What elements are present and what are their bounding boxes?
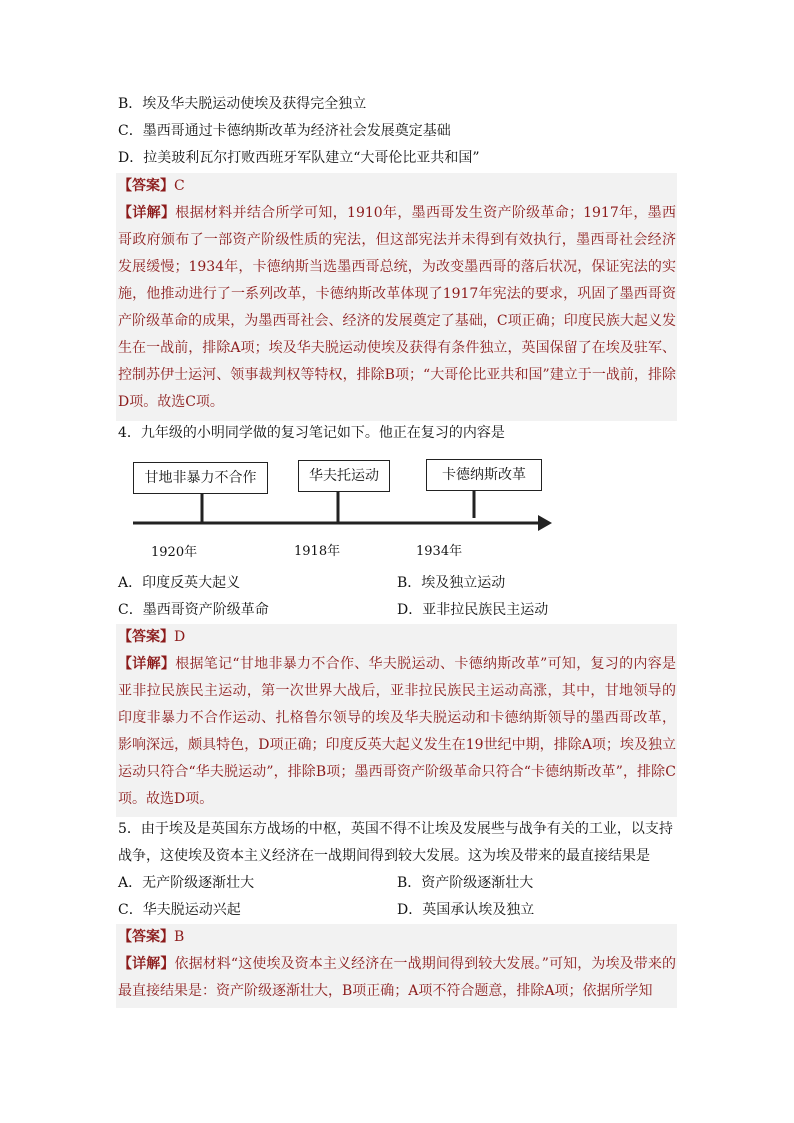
q4-answer	[118, 624, 185, 651]
answer-value: C	[174, 178, 185, 194]
q3-option-b: B．埃及华夫脱运动使埃及获得完全独立	[118, 96, 367, 112]
timeline-year-2: 1918年	[294, 544, 341, 559]
q5-detail	[118, 951, 676, 1005]
timeline-year-3: 1934年	[416, 544, 463, 559]
q3-option-c: C．墨西哥通过卡德纳斯改革为经济社会发展奠定基础	[118, 123, 451, 139]
answer-value: B	[174, 929, 185, 945]
q4-stem: 4．九年级的小明同学做的复习笔记如下。他正在复习的内容是	[118, 425, 505, 441]
q5-answer	[118, 924, 184, 951]
detail-label: 【详解】	[118, 656, 176, 672]
detail-text: 依据材料“这使埃及资本主义经济在一战期间得到较大发展。”可知，为埃及带来的最直接结果是：资产阶级逐渐壮大，B项正确；A项不符合题意，排除A项；依据所学知	[118, 956, 676, 999]
q4-option-b: B．埃及独立运动	[397, 575, 506, 591]
answer-label: 【答案】	[118, 629, 174, 645]
q5-option-a: A．无产阶级逐渐壮大	[118, 875, 255, 891]
q3-option-d: D．拉美玻利瓦尔打败西班牙军队建立“大哥伦比亚共和国”	[118, 150, 480, 166]
q5-option-b: B．资产阶级逐渐壮大	[397, 875, 534, 891]
q4-option-a: A．印度反英大起义	[118, 575, 241, 591]
answer-label: 【答案】	[118, 929, 174, 945]
answer-value: D	[174, 629, 186, 645]
q4-option-d: D．亚非拉民族民主运动	[397, 602, 549, 618]
q5-stem-line1: 5．由于埃及是英国东方战场的中枢，英国不得不让埃及发展些与战争有关的工业，以支持	[118, 821, 673, 837]
q5-stem-line2: 战争，这使埃及资本主义经济在一战期间得到较大发展。这为埃及带来的最直接结果是	[118, 848, 650, 864]
detail-label: 【详解】	[118, 205, 176, 221]
detail-label: 【详解】	[118, 956, 175, 972]
timeline-axis	[0, 0, 794, 560]
q4-detail	[118, 651, 676, 813]
q5-option-c: C．华夫脱运动兴起	[118, 902, 241, 918]
timeline-event-gandhi: 甘地非暴力不合作	[133, 462, 268, 494]
q4-option-c: C．墨西哥资产阶级革命	[118, 602, 269, 618]
timeline-year-1: 1920年	[151, 545, 198, 560]
timeline-event-cardenas: 卡德纳斯改革	[426, 459, 542, 491]
answer-label: 【答案】	[118, 178, 174, 194]
detail-text: 根据材料并结合所学可知，1910年，墨西哥发生资产阶级革命；1917年，墨西哥政府颁布了一部资产阶级性质的宪法，但这部宪法并未得到有效执行，墨西哥社会经济发展缓慢；1934年，卡德纳斯当选墨西哥总统，为改变墨西哥的落后状况，保证宪法的实施，他推动进行了一系列改革，卡德纳斯改革体现了1917年宪法的要求，巩固了墨西哥资产阶级革命的成果，为墨西哥社会、经济的发展奠定了基础，C项正确；印度民族大起义发生在一战前，排除A项；埃及华夫脱运动使埃及获得有条件独立，英国保留了在埃及驻军、控制苏伊士运河、领事裁判权等特权，排除B项；“大哥伦比亚共和国”建立于一战前，排除D项。故选C项。	[118, 205, 676, 410]
detail-text: 根据笔记“甘地非暴力不合作、华夫脱运动、卡德纳斯改革”可知，复习的内容是亚非拉民族民主运动，第一次世界大战后，亚非拉民族民主运动高涨，其中，甘地领导的印度非暴力不合作运动、扎格鲁尔领导的埃及华夫脱运动和卡德纳斯领导的墨西哥改革，影响深远，颇具特色，D项正确；印度反英大起义发生在19世纪中期，排除A项；埃及独立运动只符合“华夫脱运动”，排除B项；墨西哥资产阶级革命只符合“卡德纳斯改革”，排除C项。故选D项。	[118, 656, 677, 807]
timeline-event-wafd: 华夫托运动	[298, 460, 390, 492]
q5-option-d: D．英国承认埃及独立	[397, 902, 535, 918]
